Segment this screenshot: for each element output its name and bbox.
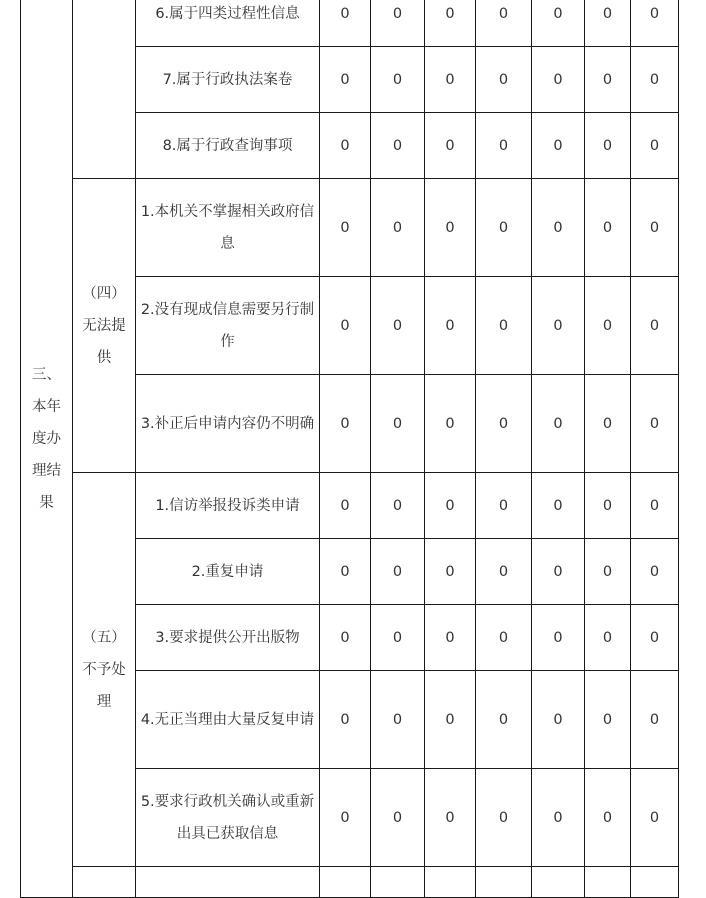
value-cell: 0 xyxy=(425,179,476,277)
table-row xyxy=(21,473,679,539)
value-cell: 0 xyxy=(320,605,371,671)
value-cell: 0 xyxy=(476,473,532,539)
value-cell: 0 xyxy=(320,539,371,605)
value-cell: 0 xyxy=(631,769,679,867)
value-cell: 0 xyxy=(320,47,371,113)
value-cell: 0 xyxy=(631,0,679,47)
row-label: 8.属于行政查询事项 xyxy=(136,113,320,179)
value-cell: 0 xyxy=(532,0,585,47)
value-cell: 0 xyxy=(476,375,532,473)
value-cell: 0 xyxy=(585,605,631,671)
group-cell-not-processed: （五）不予处理 xyxy=(73,473,136,867)
row-label xyxy=(136,867,320,898)
value-cell: 0 xyxy=(585,769,631,867)
value-cell xyxy=(371,867,425,898)
value-cell: 0 xyxy=(631,539,679,605)
value-cell xyxy=(476,867,532,898)
value-cell: 0 xyxy=(320,769,371,867)
value-cell: 0 xyxy=(320,473,371,539)
value-cell: 0 xyxy=(371,473,425,539)
group-cell-prev xyxy=(73,0,136,179)
value-cell: 0 xyxy=(371,539,425,605)
value-cell: 0 xyxy=(371,113,425,179)
value-cell: 0 xyxy=(320,375,371,473)
value-cell: 0 xyxy=(585,47,631,113)
value-cell: 0 xyxy=(476,671,532,769)
group-cell-unavailable: （四）无法提供 xyxy=(73,179,136,473)
value-cell: 0 xyxy=(425,605,476,671)
row-label: 6.属于四类过程性信息 xyxy=(136,0,320,47)
value-cell: 0 xyxy=(425,277,476,375)
value-cell: 0 xyxy=(320,0,371,47)
value-cell: 0 xyxy=(425,671,476,769)
value-cell: 0 xyxy=(532,539,585,605)
value-cell xyxy=(532,867,585,898)
value-cell: 0 xyxy=(371,277,425,375)
row-label: 4.无正当理由大量反复申请 xyxy=(136,671,320,769)
value-cell: 0 xyxy=(371,47,425,113)
value-cell: 0 xyxy=(371,605,425,671)
value-cell: 0 xyxy=(585,473,631,539)
row-label: 2.重复申请 xyxy=(136,539,320,605)
value-cell: 0 xyxy=(476,47,532,113)
value-cell: 0 xyxy=(631,605,679,671)
table-row xyxy=(21,0,679,47)
value-cell: 0 xyxy=(425,375,476,473)
value-cell: 0 xyxy=(532,277,585,375)
value-cell: 0 xyxy=(371,769,425,867)
section-header-cell: 三、本年度办理结果 xyxy=(21,0,73,898)
value-cell: 0 xyxy=(585,671,631,769)
table-row xyxy=(21,867,679,898)
row-label: 3.要求提供公开出版物 xyxy=(136,605,320,671)
value-cell: 0 xyxy=(320,671,371,769)
row-label: 5.要求行政机关确认或重新出具已获取信息 xyxy=(136,769,320,867)
value-cell: 0 xyxy=(532,473,585,539)
value-cell: 0 xyxy=(476,0,532,47)
value-cell xyxy=(631,867,679,898)
value-cell: 0 xyxy=(585,0,631,47)
value-cell: 0 xyxy=(585,277,631,375)
value-cell: 0 xyxy=(476,769,532,867)
value-cell: 0 xyxy=(631,47,679,113)
value-cell: 0 xyxy=(631,671,679,769)
value-cell xyxy=(585,867,631,898)
value-cell: 0 xyxy=(532,375,585,473)
value-cell: 0 xyxy=(320,277,371,375)
value-cell: 0 xyxy=(585,539,631,605)
value-cell: 0 xyxy=(476,539,532,605)
value-cell: 0 xyxy=(585,113,631,179)
value-cell: 0 xyxy=(585,375,631,473)
table-row xyxy=(21,179,679,277)
row-label: 7.属于行政执法案卷 xyxy=(136,47,320,113)
value-cell: 0 xyxy=(371,0,425,47)
value-cell: 0 xyxy=(476,113,532,179)
value-cell: 0 xyxy=(532,179,585,277)
row-label: 1.信访举报投诉类申请 xyxy=(136,473,320,539)
value-cell: 0 xyxy=(585,179,631,277)
group-cell-next xyxy=(73,867,136,898)
value-cell: 0 xyxy=(425,113,476,179)
value-cell: 0 xyxy=(320,113,371,179)
row-label: 3.补正后申请内容仍不明确 xyxy=(136,375,320,473)
results-table xyxy=(20,0,679,898)
value-cell: 0 xyxy=(532,47,585,113)
value-cell: 0 xyxy=(631,277,679,375)
value-cell: 0 xyxy=(631,179,679,277)
value-cell: 0 xyxy=(425,0,476,47)
value-cell: 0 xyxy=(425,47,476,113)
value-cell: 0 xyxy=(371,179,425,277)
value-cell: 0 xyxy=(532,605,585,671)
value-cell: 0 xyxy=(425,769,476,867)
value-cell: 0 xyxy=(532,671,585,769)
value-cell: 0 xyxy=(371,671,425,769)
value-cell: 0 xyxy=(532,113,585,179)
value-cell: 0 xyxy=(631,375,679,473)
value-cell: 0 xyxy=(532,769,585,867)
value-cell: 0 xyxy=(371,375,425,473)
row-label: 1.本机关不掌握相关政府信息 xyxy=(136,179,320,277)
value-cell: 0 xyxy=(425,539,476,605)
value-cell xyxy=(425,867,476,898)
value-cell: 0 xyxy=(320,179,371,277)
value-cell: 0 xyxy=(631,473,679,539)
value-cell xyxy=(320,867,371,898)
value-cell: 0 xyxy=(631,113,679,179)
value-cell: 0 xyxy=(476,277,532,375)
value-cell: 0 xyxy=(476,605,532,671)
row-label: 2.没有现成信息需要另行制作 xyxy=(136,277,320,375)
value-cell: 0 xyxy=(425,473,476,539)
value-cell: 0 xyxy=(476,179,532,277)
